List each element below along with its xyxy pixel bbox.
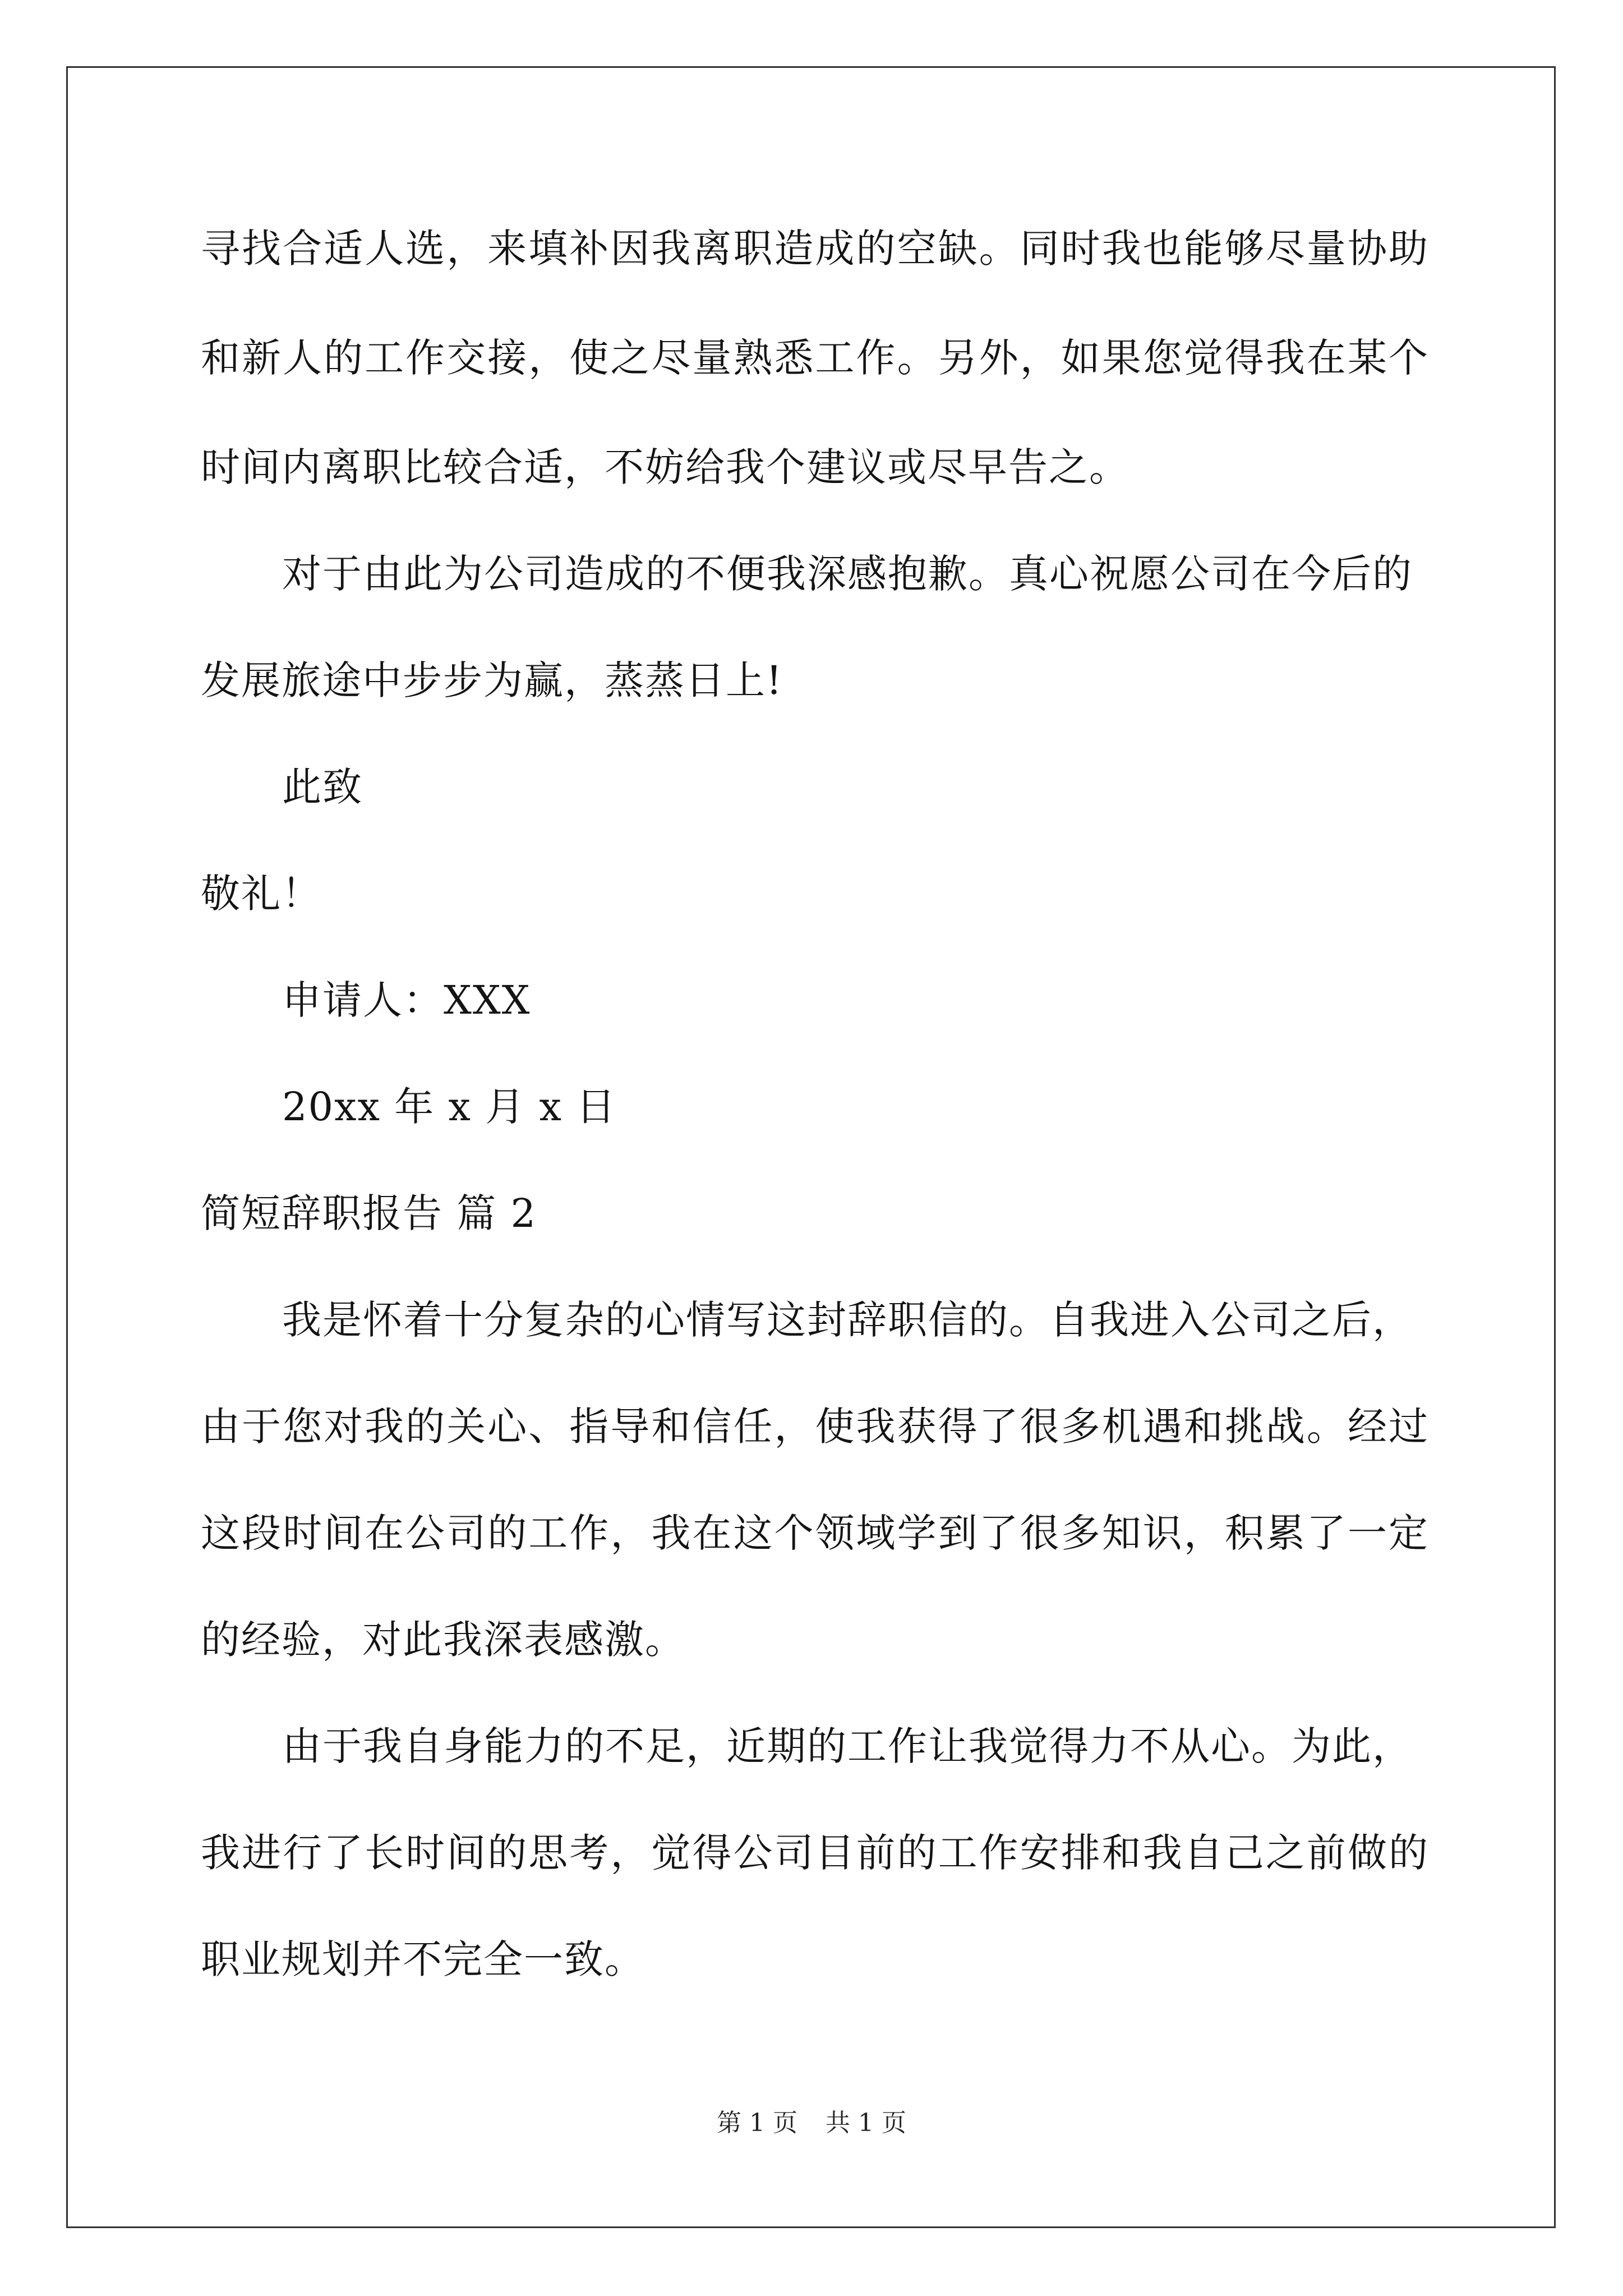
page-number: 第 1 页 (717, 2109, 797, 2137)
paragraph-line: 由于我自身能力的不足，近期的工作让我觉得力不从心。为此， (282, 1723, 1413, 1769)
body-line: 职业规划并不完全一致。 (201, 1936, 645, 1982)
paragraph-line: 我是怀着十分复杂的心情写这封辞职信的。自我进入公司之后， (282, 1297, 1413, 1343)
body-line: 的经验，对此我深表感激。 (201, 1617, 685, 1663)
page-border (66, 66, 1556, 2228)
paragraph-line: 对于由此为公司造成的不便我深感抱歉。真心祝愿公司在今后的 (282, 551, 1413, 597)
applicant-signature: 申请人：XXX (282, 977, 531, 1023)
body-line: 时间内离职比较合适，不妨给我个建议或尽早告之。 (201, 444, 1129, 490)
body-line: 我进行了长时间的思考，觉得公司目前的工作安排和我自己之前做的 (201, 1830, 1429, 1876)
body-line: 这段时间在公司的工作，我在这个领域学到了很多知识，积累了一定 (201, 1510, 1429, 1556)
body-line: 和新人的工作交接，使之尽量熟悉工作。另外，如果您觉得我在某个 (201, 335, 1429, 381)
page-footer (0, 2106, 1623, 2140)
closing-salutation: 此致 (282, 764, 363, 810)
page-total: 共 1 页 (826, 2109, 906, 2137)
body-line: 寻找合适人选，来填补因我离职造成的空缺。同时我也能够尽量协助 (201, 226, 1429, 272)
signature-date: 20xx 年 x 月 x 日 (282, 1084, 617, 1130)
body-line: 发展旅途中步步为赢，蒸蒸日上! (201, 657, 783, 703)
closing-respect: 敬礼！ (201, 871, 322, 917)
body-line: 由于您对我的关心、指导和信任，使我获得了很多机遇和挑战。经过 (201, 1404, 1429, 1450)
section-heading: 简短辞职报告 篇 2 (201, 1190, 537, 1236)
